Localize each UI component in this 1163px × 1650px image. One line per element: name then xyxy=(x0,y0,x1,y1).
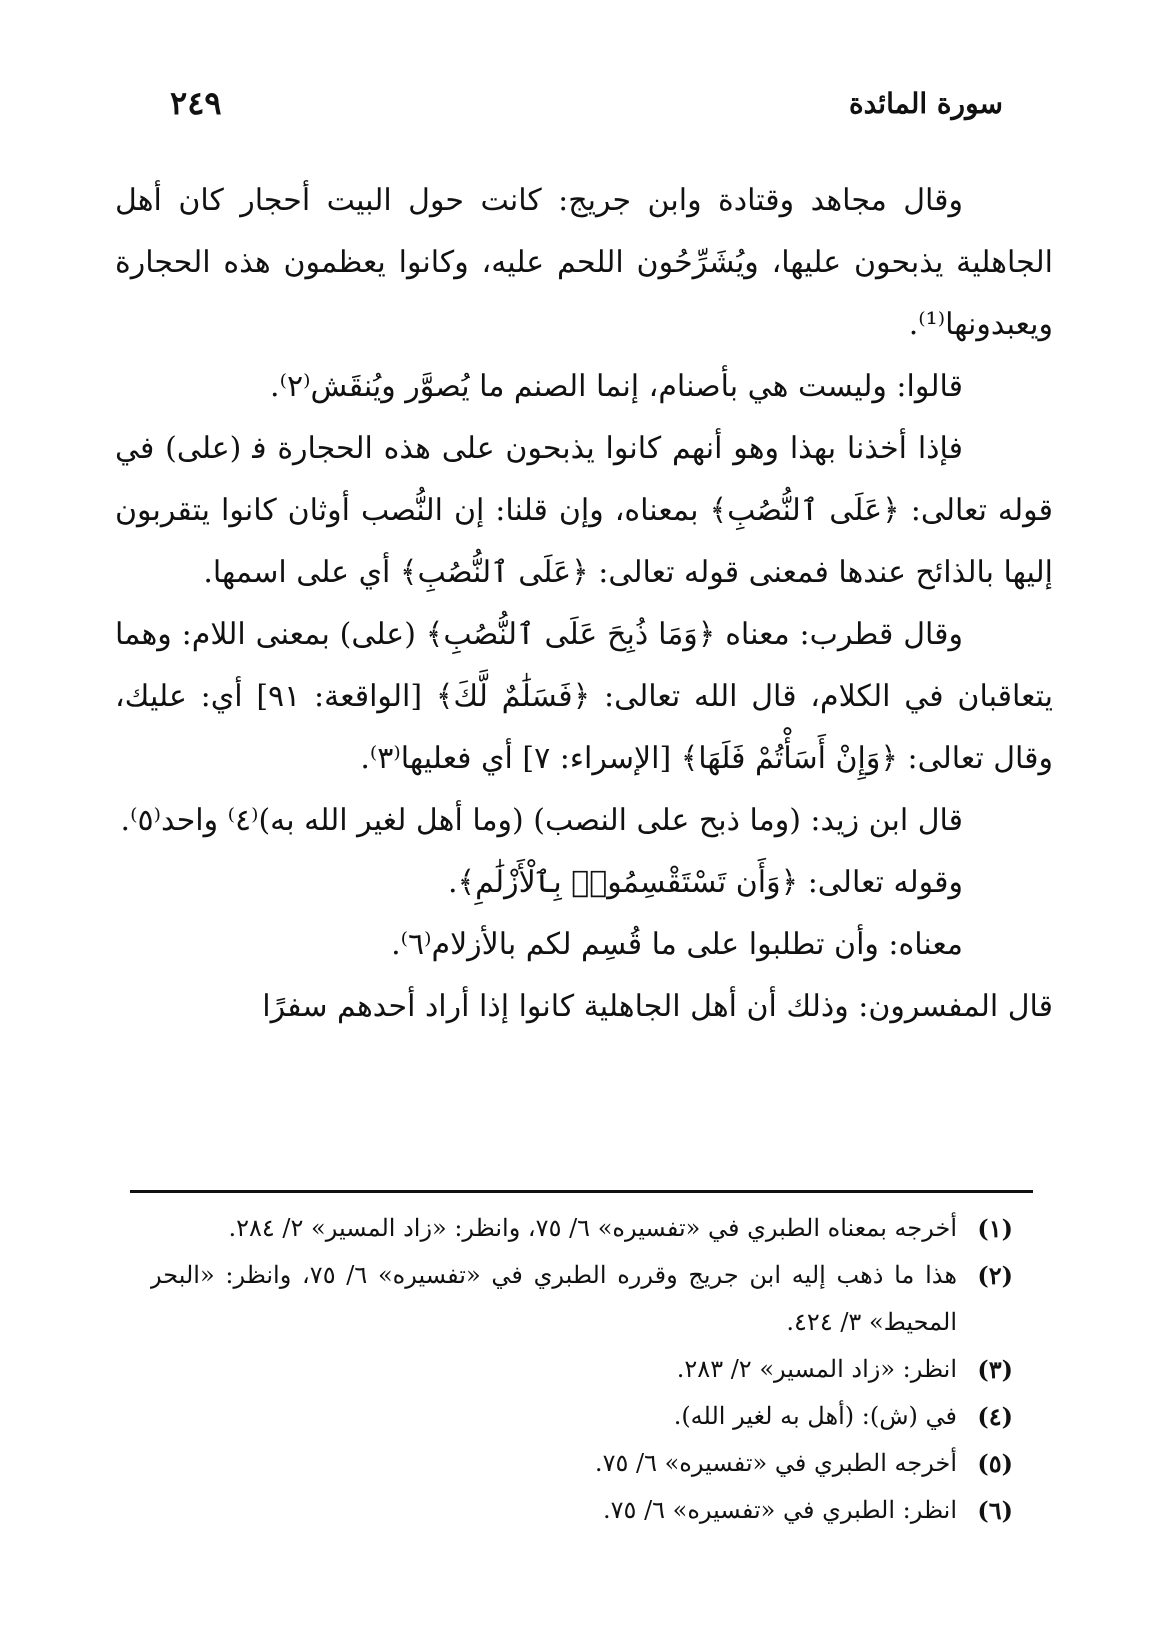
paragraph: معناه: وأن تطلبوا على ما قُسِم لكم بالأزلام⁽٦⁾. xyxy=(391,927,963,962)
footnote-number: (٥) xyxy=(977,1449,1013,1478)
footnote-number: (٢) xyxy=(977,1261,1013,1290)
footnote-text: هذا ما ذهب إليه ابن جريج وقرره الطبري في «تفسيره» ٦/ ٧٥، وانظر: «البحر المحيط» ٣/ ٤٢٤. xyxy=(150,1261,957,1336)
footnote-number: (٦) xyxy=(977,1496,1013,1525)
main-text xyxy=(115,170,1053,1170)
paragraph: قال المفسرون: وذلك أن أهل الجاهلية كانوا إذا أراد أحدهم سفرًا xyxy=(262,989,1053,1024)
footnote xyxy=(150,1393,1013,1440)
footnote xyxy=(150,1487,1013,1534)
footnote-number: (٣) xyxy=(977,1355,1013,1384)
footnote-text: أخرجه بمعناه الطبري في «تفسيره» ٦/ ٧٥، وانظر: «زاد المسير» ٢/ ٢٨٤. xyxy=(228,1214,957,1242)
footnote-text: أخرجه الطبري في «تفسيره» ٦/ ٧٥. xyxy=(594,1449,957,1477)
footnote xyxy=(150,1252,1013,1346)
footnote-text: انظر: الطبري في «تفسيره» ٦/ ٧٥. xyxy=(603,1496,957,1524)
paragraph: وقال قطرب: معناه ﴿وَمَا ذُبِحَ عَلَى ٱلنُّصُبِ﴾ (على) بمعنى اللام: وهما يتعاقبان في الكلام، قال الله تعالى: ﴿فَسَلَٰمٌ لَّكَ﴾ [الواقعة: ٩١] أي: عليك، وقال تعالى: ﴿وَإِنْ أَسَأْتُمْ فَلَهَا﴾ [الإسراء: ٧] أي فعليها⁽٣⁾. xyxy=(115,617,1053,776)
footnote-text: انظر: «زاد المسير» ٢/ ٢٨٣. xyxy=(676,1355,957,1383)
paragraph: فإذا أخذنا بهذا وهو أنهم كانوا يذبحون على هذه الحجارة ﻓ (على) في قوله تعالى: ﴿عَلَى ٱلنُّصُبِ﴾ بمعناه، وإن قلنا: إن النُّصب أوثان كانوا يتقربون إليها بالذائح عندها فمعنى قوله تعالى: ﴿عَلَى ٱلنُّصُبِ﴾ أي على اسمها. xyxy=(115,431,1053,590)
footnotes xyxy=(150,1205,1013,1625)
footnote-text: في (ش): (أهل به لغير الله). xyxy=(673,1402,957,1430)
paragraph: وقال مجاهد وقتادة وابن جريج: كانت حول البيت أحجار كان أهل الجاهلية يذبحون عليها، ويُشَرِّحُون اللحم عليه، وكانوا يعظمون هذه الحجارة ويعبدونها⁽¹⁾. xyxy=(115,183,1053,342)
paragraph: قالوا: وليست هي بأصنام، إنما الصنم ما يُصوَّر ويُنقَش⁽٢⁾. xyxy=(270,369,963,404)
page-header xyxy=(170,78,1003,128)
footnote-separator xyxy=(130,1190,1033,1193)
footnote xyxy=(150,1440,1013,1487)
paragraph: وقوله تعالى: ﴿وَأَن تَسْتَقْسِمُوا۟ بِٱلْأَزْلَٰمِ﴾. xyxy=(447,865,963,900)
footnote-number: (١) xyxy=(977,1214,1013,1243)
surah-title: سورة المائدة xyxy=(848,86,1003,120)
paragraph: قال ابن زيد: (وما ذبح على النصب) (وما أهل لغير الله به)⁽٤⁾ واحد⁽٥⁾. xyxy=(120,803,963,838)
footnote xyxy=(150,1205,1013,1252)
footnote xyxy=(150,1346,1013,1393)
page-number: ٢٤٩ xyxy=(170,84,222,122)
footnote-number: (٤) xyxy=(977,1402,1013,1431)
